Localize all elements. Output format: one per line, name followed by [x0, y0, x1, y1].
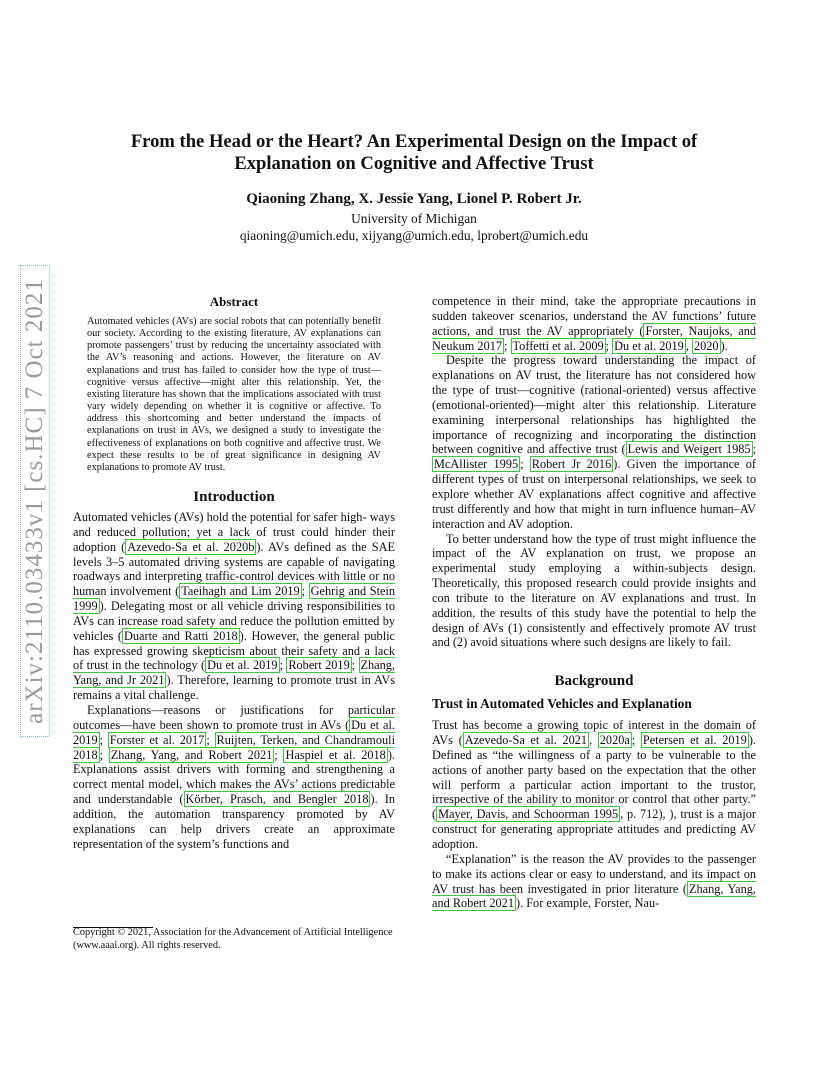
- intro-paragraph-1: [73, 510, 395, 703]
- text-span: ;: [301, 584, 309, 599]
- text-span: ). Defined as “the willingness of a party to be vulnerable to the actions of another party based on the expectation that the other will perform a particular action important to the trustor, irrespective of the ability to monitor or control that other party.” (: [432, 733, 756, 822]
- text-span: ;: [504, 338, 511, 353]
- background-paragraph-1: [432, 718, 756, 852]
- citation-link[interactable]: 2020a: [599, 733, 630, 748]
- text-span: ;: [752, 442, 757, 457]
- citation-link[interactable]: Du et al. 2019: [614, 338, 684, 353]
- text-span: ).: [720, 338, 728, 353]
- text-span: ). Given the importance of different types of trust on interpersonal relationships, we seek to explore whether AV explanations affect cognitive and affective trust differently and how that might in turn influence human–AV interaction and AV adoption.: [432, 457, 757, 531]
- text-span: ). Delegating most or all vehicle driving responsibilities to AVs can increase road safety and reduce the pollution emitted by vehicles (: [73, 599, 395, 643]
- affiliation: University of Michigan: [351, 211, 477, 226]
- citation-link[interactable]: Du et al. 2019: [73, 717, 395, 747]
- arxiv-identifier-text: arXiv:2110.03433v1 [cs.HC] 7 Oct 2021: [21, 278, 48, 724]
- arxiv-identifier-stamp[interactable]: [20, 265, 50, 737]
- right-column: [432, 294, 756, 911]
- text-span: Automated vehicles (AVs) hold the potential for safer high- ways and reduced pollution; yet a lack of trust could hinder their adoption (: [73, 510, 395, 554]
- text-span: competence in their mind, take the appropriate precautions in sudden takeover scenarios, understand the AV functions’ future actions, and trust the AV appropriately (: [432, 294, 756, 338]
- text-span: ). Therefore, learning to promote trust in AVs remains a vital challenge.: [73, 673, 395, 703]
- abstract-heading: Abstract: [209, 294, 259, 309]
- citation-link[interactable]: Forster, Naujoks, and Neukum 2017: [432, 323, 756, 353]
- text-span: ;: [274, 747, 284, 762]
- text-span: ;: [279, 658, 287, 673]
- citation-link[interactable]: Gehrig and Stein 1999: [73, 584, 396, 614]
- intro-paragraph-2-continued: [432, 294, 756, 353]
- text-span: ). AVs defined as the SAE levels 3–5 automated driving systems are capable of navigating roadways and interpreting traffic-control devices with little or no human involvement (: [73, 539, 395, 599]
- copyright-footnote: Copyright © 2021, Association for the Advancement of Artificial Intelligence (www.aaai.org). All rights reserved.: [73, 927, 393, 951]
- text-span: ). For example, Forster, Nau-: [515, 896, 660, 911]
- citation-link[interactable]: Lewis and Weigert 1985: [627, 442, 751, 457]
- authors: Qiaoning Zhang, X. Jessie Yang, Lionel P. Robert Jr.: [246, 191, 582, 207]
- citation-link[interactable]: Ruijten, Terken, and Chandramouli 2018: [73, 732, 395, 762]
- text-span: “Explanation” is the reason the AV provides to the passenger to make its actions clear or easy to understand, and its impact on AV trust has been investigated in prior literature (: [432, 851, 756, 896]
- text-span: ). In addition, the automation transparency promoted by AV explanations can help drivers create an approximate representation of the system’s functions and: [73, 792, 395, 851]
- citation-link[interactable]: Robert Jr 2016: [531, 457, 612, 472]
- citation-link[interactable]: Du et al. 2019: [207, 658, 278, 673]
- citation-link[interactable]: Zhang, Yang, and Robert 2021: [432, 881, 757, 911]
- citation-link[interactable]: Azevedo-Sa et al. 2020b: [127, 539, 255, 554]
- citation-link[interactable]: McAllister 1995: [434, 457, 519, 472]
- citation-link[interactable]: Azevedo-Sa et al. 2021: [464, 733, 588, 748]
- background-heading: Background: [554, 673, 634, 690]
- intro-paragraph-3: [432, 353, 756, 531]
- citation-link[interactable]: Robert 2019: [288, 658, 350, 673]
- text-span: , p. 712), ), trust is a major construct for generating appropriate attitudes and predicting AV adoption.: [432, 807, 756, 851]
- text-span: ;: [351, 658, 359, 673]
- text-span: Explanations—reasons or justifications for particular outcomes—have been shown to promote trust in AVs (: [73, 703, 395, 732]
- citation-link[interactable]: Forster et al. 2017: [109, 732, 205, 747]
- background-paragraph-2: [432, 852, 756, 911]
- text-span: Despite the progress toward understanding the impact of explanations on AV trust, the literature has not considered how the type of trust—cognitive (rational-oriented) versus affective (emotional-oriented)—might alter this relationship. Literature examining interpersonal relationships has highlighted the importance of recognizing and incorporating the distinction between cognitive and affective trust (: [432, 353, 756, 457]
- section-spacer: [432, 650, 756, 672]
- author-emails: qiaoning@umich.edu, xijyang@umich.edu, lprobert@umich.edu: [239, 228, 589, 243]
- background-subheading: Trust in Automated Vehicles and Explanation: [432, 696, 692, 712]
- text-span: ). Explanations assist drivers with forming and strengthening a correct mental model, which makes the AVs’ actions predictable and understandable (: [73, 747, 395, 807]
- citation-link[interactable]: Zhang, Yang, and Robert 2021: [110, 747, 273, 762]
- intro-paragraph-4: To better understand how the type of trust might influence the impact of the AV explanation on trust, we propose an experimental study employing a within-subjects design. Theoretically, this proposed research could provide insights and con tribute to the literature on AV explanations and trust. In addition, the results of this study have the potential to help the design of AVs (1) consistently and effectively promote AV trust and (2) avoid situations where such designs are likely to fail.: [432, 531, 756, 650]
- text-span: ,: [589, 733, 598, 748]
- left-column: [73, 294, 395, 851]
- citation-link[interactable]: Mayer, Davis, and Schoorman 1995: [438, 807, 619, 822]
- text-span: ;: [206, 732, 215, 747]
- text-span: ). However, the general public has expressed growing skepticism about their safety and a lack of trust in the technology (: [73, 628, 395, 673]
- text-span: ;: [99, 747, 109, 762]
- paper-title: [96, 131, 732, 175]
- citation-link[interactable]: Taeihagh and Lim 2019: [181, 584, 300, 599]
- citation-link[interactable]: Körber, Prasch, and Bengler 2018: [185, 792, 369, 807]
- introduction-heading: Introduction: [193, 489, 275, 506]
- text-span: Trust has become a growing topic of interest in the domain of AVs (: [432, 718, 756, 748]
- intro-paragraph-2: [73, 703, 395, 851]
- abstract-text: Automated vehicles (AVs) are social robots that can potentially benefit our society. According to the existing literature, AV explanations can promote passengers’ trust by reducing the uncertainty associated with the AV’s reasoning and actions. However, the literature on AV explanations and trust has failed to consider how the type of trust—cognitive versus affective—might alter this relationship. Yet, the existing literature has shown that the implications associated with trust vary widely depending on whether it is cognitive or affective. To address this shortcoming and better understand the impacts of explanations on trust in AVs, we designed a study to investigate the effectiveness of explanations on both cognitive and affective trust. We expect these results to be of great significance in designing AV explanations to promote AV trust.: [87, 316, 381, 473]
- title-line-1: From the Head or the Heart? An Experimental Design on the Impact of: [130, 131, 698, 152]
- citation-link[interactable]: Toffetti et al. 2009: [512, 338, 604, 353]
- text-span: ;: [605, 338, 613, 353]
- text-span: ;: [520, 457, 530, 472]
- text-span: ;: [631, 733, 641, 748]
- citation-link[interactable]: Haspiel et al. 2018: [285, 747, 386, 762]
- text-span: ,: [685, 338, 692, 353]
- citation-link[interactable]: Petersen et al. 2019: [642, 733, 747, 748]
- title-line-2: Explanation on Cognitive and Affective Trust: [234, 153, 594, 174]
- citation-link[interactable]: Duarte and Ratti 2018: [124, 628, 238, 643]
- text-span: ;: [99, 732, 108, 747]
- citation-link[interactable]: Zhang, Yang, and Jr 2021: [73, 658, 395, 688]
- citation-link[interactable]: 2020: [693, 338, 719, 353]
